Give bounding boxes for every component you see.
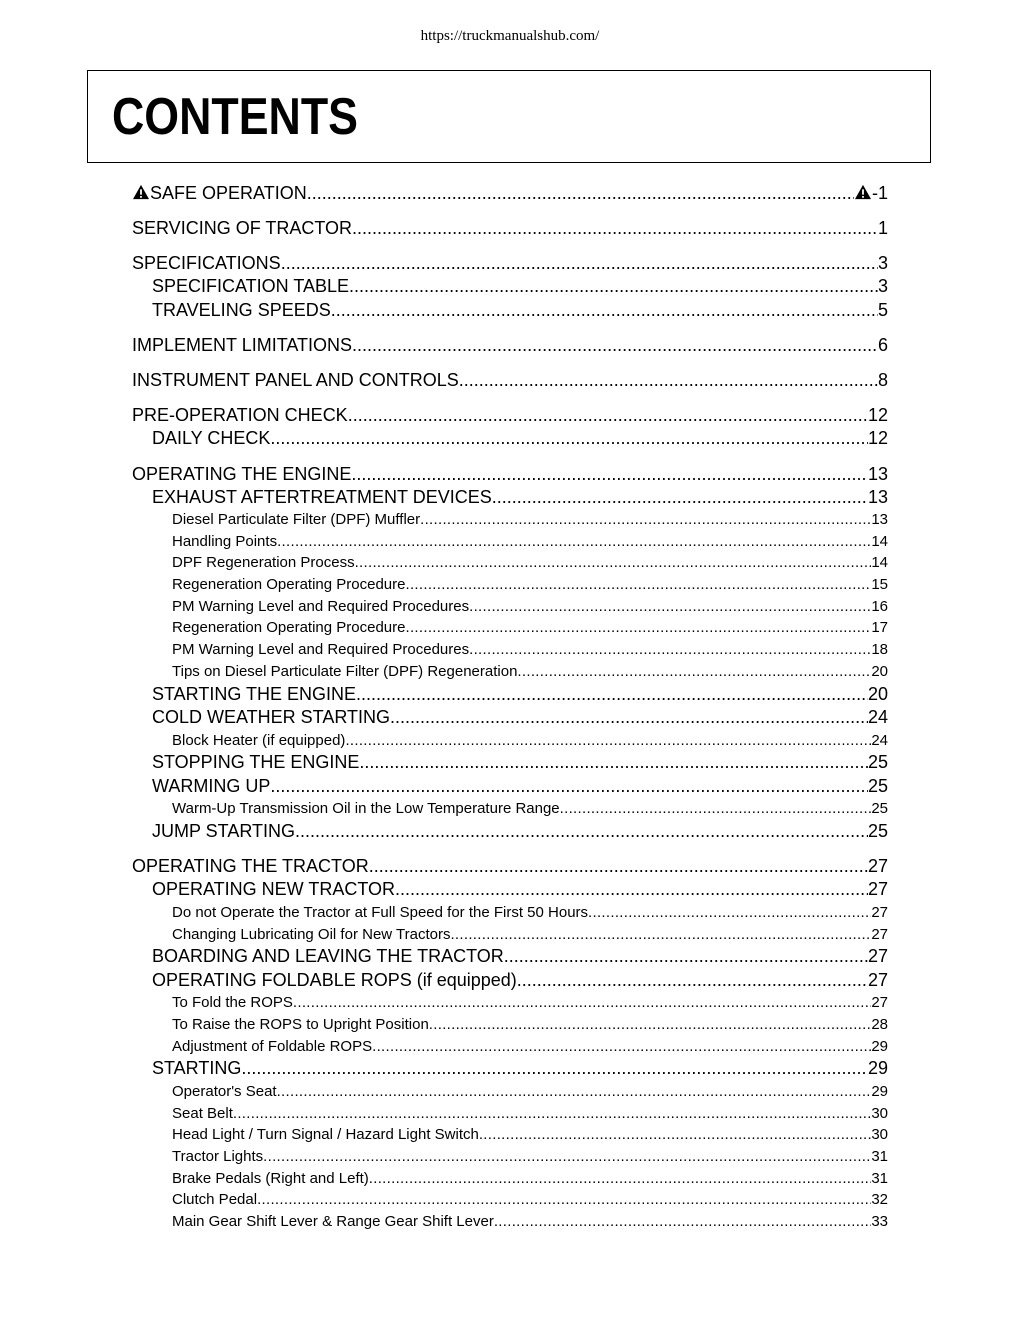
- toc-page-number-text: 13: [867, 463, 888, 484]
- toc-entry[interactable]: [132, 217, 888, 240]
- toc-page-number: [868, 486, 888, 510]
- toc-page-number: [854, 182, 888, 205]
- toc-entry[interactable]: [132, 1014, 888, 1036]
- table-of-contents: [132, 182, 888, 1233]
- toc-page-number: [871, 574, 888, 596]
- toc-entry-label: [172, 574, 405, 596]
- toc-entry[interactable]: [132, 463, 888, 486]
- toc-entry[interactable]: [132, 1124, 888, 1146]
- toc-page-number-text: 31: [871, 1147, 888, 1165]
- toc-entry-text: STARTING: [152, 1058, 242, 1079]
- toc-page-number-text: 14: [871, 532, 888, 550]
- toc-entry-label: [172, 617, 405, 639]
- toc-entry-text: Clutch Pedal: [172, 1191, 258, 1209]
- toc-entry-label: [172, 1146, 263, 1168]
- toc-entry[interactable]: [132, 531, 888, 553]
- toc-entry-text: SAFE OPERATION: [150, 183, 307, 203]
- toc-entry[interactable]: [132, 486, 888, 510]
- toc-entry-text: Tractor Lights: [172, 1147, 264, 1165]
- toc-entry-label: [152, 775, 270, 799]
- toc-entry-label: [172, 531, 277, 553]
- dot-leader: [351, 463, 868, 486]
- toc-page-number-text: 27: [867, 946, 888, 967]
- toc-entry-label: [172, 639, 469, 661]
- toc-entry[interactable]: [132, 1036, 888, 1058]
- toc-entry[interactable]: [132, 552, 888, 574]
- toc-entry-text: PM Warning Level and Required Procedures: [172, 641, 470, 659]
- dot-leader: [459, 369, 878, 392]
- dot-leader: [369, 855, 868, 878]
- toc-entry-text: Tips on Diesel Particulate Filter (DPF) Regeneration: [172, 662, 518, 680]
- toc-page-number: [878, 275, 888, 299]
- toc-page-number: [871, 596, 888, 618]
- toc-entry[interactable]: [132, 639, 888, 661]
- toc-entry-label: [152, 969, 517, 993]
- dot-leader: [293, 992, 871, 1014]
- toc-entry[interactable]: [132, 855, 888, 878]
- dot-leader: [277, 1081, 872, 1103]
- toc-entry-label: [152, 1057, 241, 1081]
- toc-entry[interactable]: [132, 334, 888, 357]
- toc-entry-label: [172, 596, 469, 618]
- source-url: https://truckmanualshub.com/: [420, 28, 600, 44]
- toc-page-number-text: 27: [871, 903, 888, 921]
- toc-page-number: [871, 1036, 888, 1058]
- toc-entry-label: [132, 463, 351, 486]
- toc-entry-text: IMPLEMENT LIMITATIONS: [132, 335, 353, 355]
- toc-entry-text: Regeneration Operating Procedure: [172, 576, 406, 594]
- toc-entry[interactable]: [132, 404, 888, 427]
- toc-entry-text: JUMP STARTING: [152, 820, 296, 841]
- toc-entry-text: Operator's Seat: [172, 1082, 277, 1100]
- dot-leader: [372, 1036, 871, 1058]
- toc-page-number: [868, 945, 888, 969]
- toc-page-number: [871, 661, 888, 683]
- dot-leader: [560, 798, 872, 820]
- toc-entry-text: SERVICING OF TRACTOR: [132, 218, 353, 238]
- dot-leader: [504, 945, 868, 969]
- dot-leader: [469, 596, 871, 618]
- dot-leader: [429, 1014, 872, 1036]
- dot-leader: [469, 639, 871, 661]
- toc-entry-text: EXHAUST AFTERTREATMENT DEVICES: [152, 486, 492, 507]
- toc-entry-label: [132, 334, 352, 357]
- toc-page-number: [868, 751, 888, 775]
- toc-entry[interactable]: [132, 820, 888, 844]
- toc-entry[interactable]: [132, 1081, 888, 1103]
- dot-leader: [405, 617, 871, 639]
- toc-entry-label: [172, 661, 517, 683]
- toc-entry-text: Block Heater (if equipped): [172, 731, 346, 749]
- dot-leader: [345, 730, 871, 752]
- dot-leader: [359, 751, 868, 775]
- dot-leader: [356, 683, 868, 707]
- toc-page-number: [871, 1014, 888, 1036]
- toc-entry[interactable]: [132, 1168, 888, 1190]
- toc-entry-text: OPERATING NEW TRACTOR: [152, 879, 396, 900]
- toc-entry-label: [132, 855, 369, 878]
- toc-page-number: [868, 463, 888, 486]
- toc-page-number-text: -1: [871, 183, 888, 203]
- toc-entry-label: [172, 509, 420, 531]
- dot-leader: [479, 1124, 871, 1146]
- toc-page-number: [871, 730, 888, 752]
- dot-leader: [270, 427, 868, 451]
- dot-leader: [494, 1211, 871, 1233]
- toc-entry[interactable]: [132, 878, 888, 902]
- dot-leader: [492, 486, 868, 510]
- toc-entry-text: COLD WEATHER STARTING: [152, 707, 391, 727]
- toc-entry-label: [172, 1168, 369, 1190]
- dot-leader: [270, 775, 868, 799]
- toc-entry[interactable]: [132, 252, 888, 275]
- toc-page-number: [868, 855, 888, 878]
- dot-leader: [348, 404, 868, 427]
- toc-page-number-text: 13: [867, 486, 888, 507]
- toc-page-number-text: 27: [867, 969, 888, 990]
- toc-entry-text: Diesel Particulate Filter (DPF) Muffler: [172, 511, 421, 528]
- toc-page-number: [871, 902, 888, 924]
- toc-page-number-text: 29: [867, 1058, 888, 1079]
- toc-entry-text: STOPPING THE ENGINE: [152, 752, 360, 773]
- dot-leader: [349, 275, 878, 299]
- toc-page-number-text: 29: [871, 1082, 888, 1100]
- toc-page-number-text: 24: [867, 707, 888, 727]
- toc-entry[interactable]: [132, 1146, 888, 1168]
- toc-entry-text: Do not Operate the Tractor at Full Speed for the First 50 Hours: [172, 903, 589, 921]
- toc-entry-text: Head Light / Turn Signal / Hazard Light Switch: [172, 1126, 479, 1144]
- toc-page-number-text: 27: [871, 925, 888, 943]
- toc-entry-label: [172, 1124, 479, 1146]
- toc-entry-text: Brake Pedals (Right and Left): [172, 1169, 369, 1187]
- toc-page-number-text: 25: [867, 820, 888, 841]
- toc-page-number: [871, 639, 888, 661]
- toc-page-number-text: 32: [871, 1191, 888, 1209]
- toc-page-number-text: 27: [871, 994, 888, 1012]
- page-title: CONTENTS: [112, 88, 358, 146]
- toc-page-number: [871, 617, 888, 639]
- toc-entry[interactable]: [132, 683, 888, 707]
- toc-entry-label: [172, 902, 588, 924]
- toc-entry[interactable]: [132, 751, 888, 775]
- toc-page-number: [868, 706, 888, 730]
- title-box: [87, 70, 931, 163]
- toc-page-number-text: 15: [871, 576, 888, 594]
- toc-entry[interactable]: [132, 1057, 888, 1081]
- toc-page-number-text: 6: [877, 335, 888, 355]
- toc-page-number: [868, 820, 888, 844]
- dot-leader: [331, 299, 878, 323]
- toc-entry-label: [132, 369, 459, 392]
- toc-page-number: [871, 1211, 888, 1233]
- toc-entry-label: [152, 427, 270, 451]
- toc-page-number: [878, 252, 888, 275]
- toc-entry-label: [172, 1103, 233, 1125]
- toc-page-number-text: 12: [867, 428, 888, 448]
- toc-entry[interactable]: [132, 1189, 888, 1211]
- warning-triangle-icon: [132, 183, 150, 203]
- toc-entry-text: Adjustment of Foldable ROPS: [172, 1037, 373, 1055]
- toc-entry-label: [172, 798, 560, 820]
- toc-page-number-text: 8: [877, 370, 888, 390]
- toc-page-number-text: 3: [877, 253, 888, 273]
- toc-entry-text: BOARDING AND LEAVING THE TRACTOR: [152, 946, 504, 967]
- toc-entry-text: TRAVELING SPEEDS: [152, 299, 331, 320]
- toc-page-number: [878, 217, 888, 240]
- toc-page-number-text: 27: [867, 856, 888, 877]
- dot-leader: [369, 1168, 872, 1190]
- toc-entry-label: [172, 1036, 372, 1058]
- warning-triangle-icon: [854, 183, 872, 203]
- toc-page-number-text: 20: [867, 683, 888, 704]
- dot-leader: [241, 1057, 868, 1081]
- toc-entry[interactable]: [132, 509, 888, 531]
- toc-entry-label: [172, 730, 345, 752]
- toc-page-number: [868, 404, 888, 427]
- toc-entry[interactable]: [132, 775, 888, 799]
- toc-entry-text: Warm-Up Transmission Oil in the Low Temperature Range: [172, 800, 560, 818]
- dot-leader: [352, 334, 878, 357]
- toc-entry-text: OPERATING FOLDABLE ROPS (if equipped): [152, 969, 517, 990]
- toc-page-number: [871, 1189, 888, 1211]
- toc-entry-text: STARTING THE ENGINE: [152, 683, 357, 704]
- toc-page-number: [868, 683, 888, 707]
- toc-page-number: [868, 427, 888, 451]
- toc-entry-label: [132, 252, 281, 275]
- toc-entry-label: [152, 275, 349, 299]
- toc-page-number-text: 31: [871, 1169, 888, 1187]
- toc-entry-label: [152, 706, 390, 730]
- toc-page-number: [871, 1103, 888, 1125]
- toc-entry-text: WARMING UP: [152, 775, 271, 796]
- dot-leader: [390, 706, 868, 730]
- toc-page-number: [871, 798, 888, 820]
- dot-leader: [405, 574, 871, 596]
- toc-entry[interactable]: [132, 945, 888, 969]
- toc-page-number-text: 24: [871, 731, 888, 749]
- toc-entry-text: INSTRUMENT PANEL AND CONTROLS: [132, 370, 459, 390]
- toc-page-number-text: 28: [871, 1015, 888, 1033]
- dot-leader: [352, 217, 878, 240]
- dot-leader: [307, 182, 854, 205]
- toc-entry-label: [152, 820, 295, 844]
- toc-entry[interactable]: [132, 661, 888, 683]
- toc-entry[interactable]: [132, 1103, 888, 1125]
- toc-entry-label: [132, 217, 352, 240]
- dot-leader: [588, 902, 871, 924]
- toc-entry[interactable]: [132, 275, 888, 299]
- toc-entry[interactable]: [132, 706, 888, 730]
- toc-entry[interactable]: [132, 1211, 888, 1233]
- toc-entry[interactable]: [132, 299, 888, 323]
- toc-entry-label: [152, 486, 492, 510]
- toc-entry-label: [132, 182, 307, 205]
- dot-leader: [395, 878, 868, 902]
- dot-leader: [517, 969, 868, 993]
- toc-entry-text: DPF Regeneration Process: [172, 554, 355, 572]
- toc-page-number: [868, 1057, 888, 1081]
- toc-page-number: [868, 878, 888, 902]
- toc-page-number: [868, 775, 888, 799]
- toc-entry-label: [172, 552, 355, 574]
- toc-page-number-text: 20: [871, 662, 888, 680]
- toc-page-number-text: 12: [867, 405, 888, 425]
- toc-entry-label: [152, 299, 331, 323]
- toc-page-number-text: 18: [871, 641, 888, 659]
- toc-entry-text: Seat Belt: [172, 1104, 233, 1122]
- toc-entry-label: [172, 924, 450, 946]
- dot-leader: [257, 1189, 871, 1211]
- toc-page-number-text: 27: [867, 879, 888, 900]
- toc-page-number-text: 30: [871, 1126, 888, 1144]
- toc-entry-label: [152, 945, 504, 969]
- toc-page-number-text: 30: [871, 1104, 888, 1122]
- toc-page-number: [871, 509, 888, 531]
- toc-entry-label: [172, 1014, 429, 1036]
- toc-page-number: [871, 1168, 888, 1190]
- toc-page-number-text: 17: [871, 619, 888, 637]
- toc-entry[interactable]: [132, 369, 888, 392]
- toc-entry-text: Handling Points: [172, 532, 278, 550]
- toc-entry[interactable]: [132, 617, 888, 639]
- toc-entry-label: [132, 404, 348, 427]
- toc-entry[interactable]: [132, 902, 888, 924]
- toc-entry-text: Regeneration Operating Procedure: [172, 619, 406, 637]
- toc-page-number-text: 25: [871, 800, 888, 818]
- toc-page-number: [871, 531, 888, 553]
- toc-page-number-text: 16: [871, 597, 888, 615]
- toc-entry[interactable]: [132, 924, 888, 946]
- toc-entry[interactable]: [132, 182, 888, 205]
- toc-page-number: [871, 924, 888, 946]
- toc-entry-label: [152, 683, 356, 707]
- toc-entry-text: OPERATING THE ENGINE: [132, 463, 352, 484]
- toc-page-number: [871, 992, 888, 1014]
- toc-entry-label: [172, 1189, 257, 1211]
- dot-leader: [517, 661, 871, 683]
- toc-entry-text: OPERATING THE TRACTOR: [132, 856, 369, 877]
- dot-leader: [450, 924, 871, 946]
- toc-entry[interactable]: [132, 969, 888, 993]
- dot-leader: [277, 531, 871, 553]
- toc-page-number-text: 5: [877, 299, 888, 320]
- toc-entry-text: SPECIFICATION TABLE: [152, 276, 350, 296]
- dot-leader: [263, 1146, 871, 1168]
- toc-entry[interactable]: [132, 574, 888, 596]
- toc-entry-text: PRE-OPERATION CHECK: [132, 405, 348, 425]
- toc-entry[interactable]: [132, 798, 888, 820]
- toc-entry-label: [152, 878, 395, 902]
- toc-entry[interactable]: [132, 730, 888, 752]
- toc-entry-label: [172, 992, 293, 1014]
- toc-entry-text: DAILY CHECK: [152, 428, 271, 448]
- toc-page-number-text: 13: [871, 511, 888, 528]
- toc-entry-text: PM Warning Level and Required Procedures: [172, 597, 470, 615]
- toc-page-number: [871, 552, 888, 574]
- toc-entry-label: [172, 1081, 277, 1103]
- toc-entry[interactable]: [132, 992, 888, 1014]
- toc-page-number-text: 14: [871, 554, 888, 572]
- toc-page-number: [878, 299, 888, 323]
- dot-leader: [355, 552, 872, 574]
- toc-page-number-text: 33: [871, 1212, 888, 1230]
- dot-leader: [281, 252, 878, 275]
- dot-leader: [295, 820, 868, 844]
- toc-page-number: [871, 1081, 888, 1103]
- dot-leader: [420, 509, 871, 531]
- toc-entry-text: To Raise the ROPS to Upright Position: [172, 1015, 429, 1033]
- toc-page-number: [871, 1124, 888, 1146]
- toc-page-number-text: 29: [871, 1037, 888, 1055]
- toc-entry[interactable]: [132, 596, 888, 618]
- toc-entry-label: [172, 1211, 494, 1233]
- toc-entry-text: Changing Lubricating Oil for New Tractors: [172, 925, 451, 943]
- toc-page-number-text: 25: [867, 775, 888, 796]
- toc-entry[interactable]: [132, 427, 888, 451]
- toc-page-number-text: 1: [877, 218, 888, 238]
- toc-entry-text: Main Gear Shift Lever & Range Gear Shift Lever: [172, 1212, 494, 1230]
- toc-entry-label: [152, 751, 359, 775]
- toc-page-number: [878, 334, 888, 357]
- toc-page-number-text: 3: [877, 276, 888, 296]
- toc-page-number: [868, 969, 888, 993]
- toc-page-number: [871, 1146, 888, 1168]
- toc-entry-text: SPECIFICATIONS: [132, 253, 281, 273]
- toc-entry-text: To Fold the ROPS: [172, 994, 293, 1012]
- toc-page-number: [878, 369, 888, 392]
- dot-leader: [233, 1103, 871, 1125]
- toc-page-number-text: 25: [867, 752, 888, 773]
